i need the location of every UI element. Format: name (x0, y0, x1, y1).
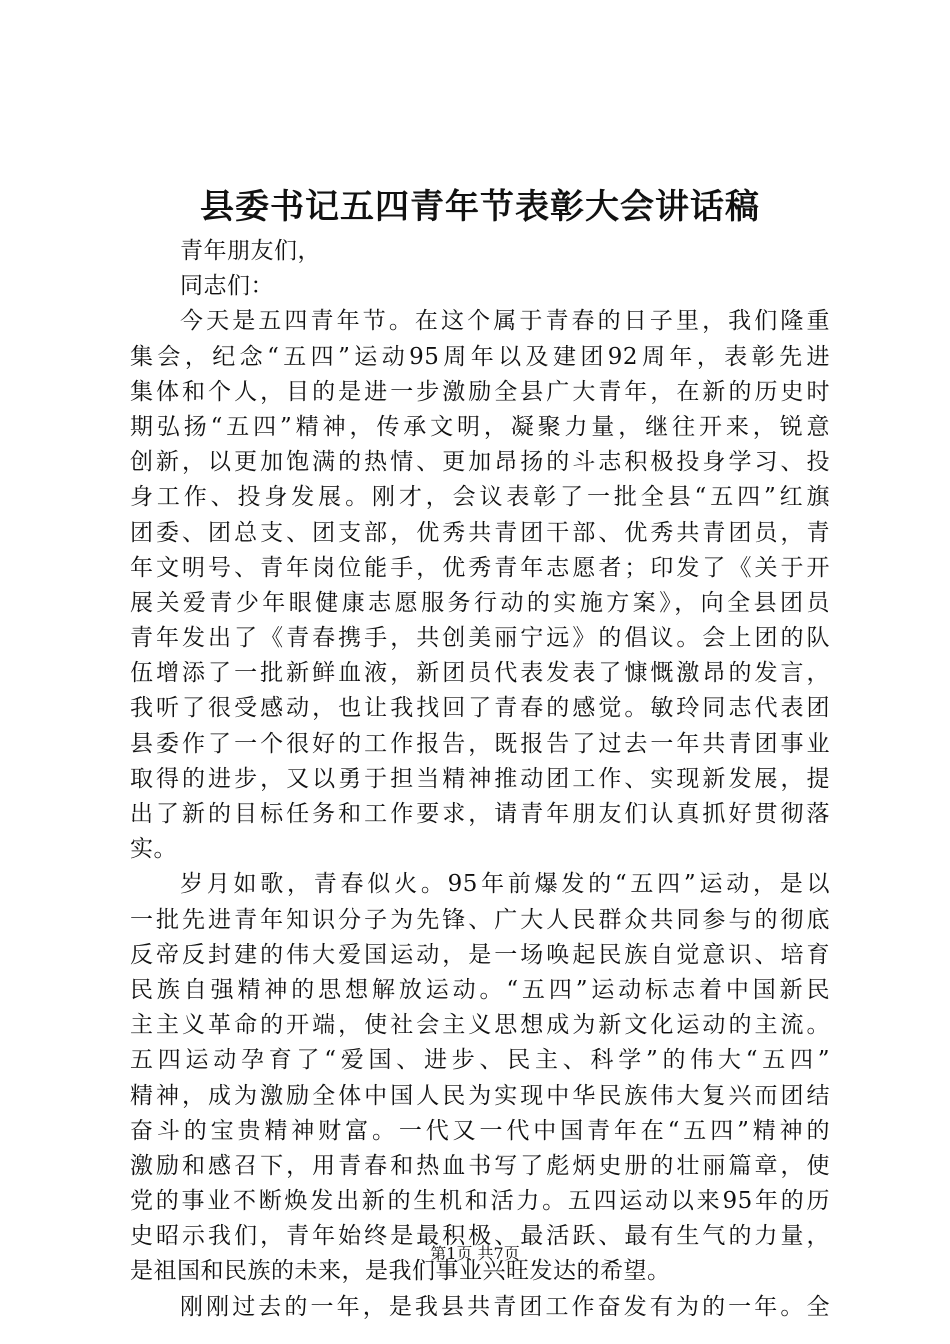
paragraph-line: 期弘扬“五四”精神，传承文明，凝聚力量，继往开来，锐意 (130, 413, 830, 440)
paragraph-line: 奋斗的宝贵精神财富。一代又一代中国青年在“五四”精神的 (130, 1117, 830, 1144)
paragraph-line: 岁月如歌，青春似火。95年前爆发的“五四”运动，是以 (180, 871, 830, 898)
paragraph-line: 青年发出了《青春携手，共创美丽宁远》的倡议。会上团的队 (130, 625, 830, 652)
paragraph-line: 刚刚过去的一年，是我县共青团工作奋发有为的一年。全 (180, 1293, 830, 1320)
paragraph-line: 展关爱青少年眼健康志愿服务行动的实施方案》，向全县团员 (130, 589, 830, 616)
paragraph-line: 出了新的目标任务和工作要求，请青年朋友们认真抓好贯彻落 (130, 801, 830, 827)
paragraph-line: 县委作了一个很好的工作报告，既报告了过去一年共青团事业 (130, 730, 830, 757)
paragraph-line: 创新，以更加饱满的热情、更加昂扬的斗志积极投身学习、投 (130, 449, 830, 476)
paragraph-line: 五四运动孕育了“爱国、进步、民主、科学”的伟大“五四” (130, 1047, 830, 1074)
salutation-line: 青年朋友们， (180, 238, 321, 264)
document-body (130, 234, 830, 1325)
paragraph-line: 伍增添了一批新鲜血液，新团员代表发表了慷慨激昂的发言， (130, 660, 830, 687)
paragraph-line: 激励和感召下，用青春和热血书写了彪炳史册的壮丽篇章，使 (130, 1152, 830, 1179)
paragraph-line: 年文明号、青年岗位能手，优秀青年志愿者；印发了《关于开 (130, 554, 830, 581)
paragraph-line: 反帝反封建的伟大爱国运动，是一场唤起民族自觉意识、培育 (130, 941, 830, 968)
paragraph-line: 是祖国和民族的未来，是我们事业兴旺发达的希望。 (130, 1258, 671, 1285)
paragraph-line: 身工作、投身发展。刚才，会议表彰了一批全县“五四”红旗 (130, 484, 830, 511)
paragraph-line: 民族自强精神的思想解放运动。“五四”运动标志着中国新民 (130, 976, 830, 1003)
paragraph-line: 今天是五四青年节。在这个属于青春的日子里，我们隆重 (180, 308, 830, 335)
paragraph-line: 集体和个人，目的是进一步激励全县广大青年，在新的历史时 (130, 378, 830, 405)
paragraph-line: 团委、团总支、团支部，优秀共青团干部、优秀共青团员，青 (130, 519, 830, 546)
paragraph-line: 党的事业不断焕发出新的生机和活力。五四运动以来95年的历 (130, 1188, 830, 1215)
paragraph-line: 主主义革命的开端，使社会主义思想成为新文化运动的主流。 (130, 1012, 830, 1039)
document-title: 县委书记五四青年节表彰大会讲话稿 (200, 187, 760, 227)
paragraph-line: 取得的进步，又以勇于担当精神推动团工作、实现新发展，提 (130, 765, 830, 792)
paragraph-line: 精神，成为激励全体中国人民为实现中华民族伟大复兴而团结 (130, 1082, 830, 1109)
paragraph-line: 一批先进青年知识分子为先锋、广大人民群众共同参与的彻底 (130, 906, 830, 933)
paragraph-line: 史昭示我们，青年始终是最积极、最活跃、最有生气的力量， (130, 1223, 830, 1250)
page-footer: 第1页 共7页 (430, 1244, 520, 1263)
paragraph-line: 集会，纪念“五四”运动95周年以及建团92周年，表彰先进 (130, 343, 830, 370)
salutation-line: 同志们： (180, 273, 274, 300)
paragraph-line: 我听了很受感动，也让我找回了青春的感觉。敏玲同志代表团 (130, 695, 830, 722)
paragraph-line: 实。 (130, 836, 177, 863)
